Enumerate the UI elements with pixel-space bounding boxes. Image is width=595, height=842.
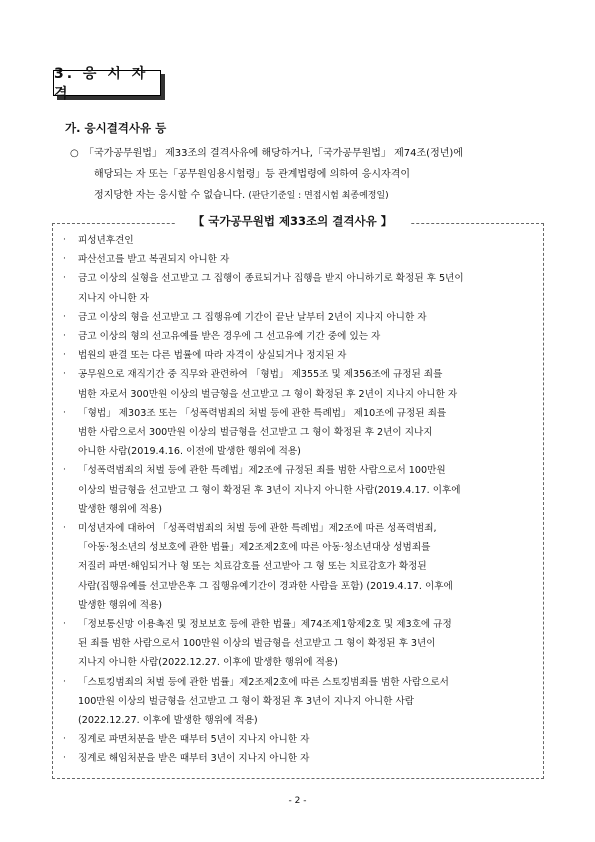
list-item bbox=[60, 346, 538, 365]
list-item-text: 미성년자에 대하여 「성폭력범죄의 처벌 등에 관한 특례법」제2조에 따른 성폭력범죄, 「아동·청소년의 성보호에 관한 법률」제2조제2호에 따른 아동·청소년대상 성범죄를 저질러 파면·해임되거나 형 또는 치료감호를 선고받아 그 형 또는 치료감호가 확정된 사람(집행유예를 선고받은후 그 집행유예기간이 경과한 사람을 포함) (2019.4.17. 이후에 발생한 행위에 적용) bbox=[78, 523, 453, 611]
bullet-dot-icon: · bbox=[63, 254, 66, 265]
list-item-text: 금고 이상의 실형을 선고받고 그 집행이 종료되거나 집행을 받지 아니하기로 확정된 후 5년이 지나지 아니한 자 bbox=[78, 273, 464, 304]
list-item bbox=[60, 749, 538, 768]
list-item bbox=[60, 308, 538, 327]
list-item bbox=[60, 365, 538, 403]
list-item-text: 피성년후견인 bbox=[78, 235, 134, 246]
list-item bbox=[60, 231, 538, 250]
section-title-box bbox=[53, 66, 165, 102]
bullet-dot-icon: · bbox=[63, 407, 66, 418]
list-item-text: 금고 이상의 형의 선고유예를 받은 경우에 그 선고유예 기간 중에 있는 자 bbox=[78, 331, 381, 343]
list-item-text: 징계로 해임처분을 받은 때부터 3년이 지나지 아니한 자 bbox=[78, 753, 310, 765]
list-item bbox=[60, 673, 538, 731]
bullet-dot-icon: · bbox=[63, 350, 66, 361]
list-item bbox=[60, 250, 538, 269]
circle-bullet-icon: ○ bbox=[70, 148, 79, 159]
page-number: - 2 - bbox=[288, 796, 307, 806]
list-item bbox=[60, 327, 538, 346]
list-item bbox=[60, 269, 538, 307]
list-item-text: 「정보통신망 이용촉진 및 정보보호 등에 관한 법률」제74조제1항제2호 및 제3호에 규정 된 죄를 범한 사람으로서 100만원 이상의 벌금형을 선고받고 그 형이 확정된 후 3년이 지나지 아니한 사람(2022.12.27. 이후에 발생한 행위에 적용) bbox=[78, 619, 452, 669]
list-item bbox=[60, 519, 538, 615]
intro-note: (판단기준일 : 면접시험 최종예정일) bbox=[248, 191, 389, 201]
bullet-dot-icon: · bbox=[63, 753, 66, 764]
bullet-dot-icon: · bbox=[63, 369, 66, 380]
box-title: 【 국가공무원법 제33조의 결격사유 】 bbox=[175, 211, 410, 231]
disqualification-list bbox=[60, 231, 538, 769]
bullet-dot-icon: · bbox=[63, 619, 66, 630]
subsection-heading: 가. 응시결격사유 등 bbox=[65, 121, 167, 135]
intro-paragraph bbox=[70, 143, 545, 207]
list-item-text: 「형법」 제303조 또는 「성폭력범죄의 처벌 등에 관한 특례법」 제10조에 규정된 죄를 범한 사람으로서 300만원 이상의 벌금형을 선고받고 그 형이 확정된 후 2년이 지나지 아니한 사람(2019.4.16. 이전에 발생한 행위에 적용) bbox=[78, 407, 447, 458]
bullet-dot-icon: · bbox=[63, 273, 66, 284]
bullet-dot-icon: · bbox=[63, 465, 66, 476]
intro-line-1: 「국가공무원법」 제33조의 결격사유에 해당하거나,「국가공무원법」 제74조(정년)에 bbox=[84, 148, 463, 159]
bullet-dot-icon: · bbox=[63, 311, 66, 322]
bullet-dot-icon: · bbox=[63, 331, 66, 342]
intro-line-2: 해당되는 자 또는「공무원임용시험령」등 관계법령에 의하여 응시자격이 bbox=[94, 169, 411, 180]
list-item-text: 징계로 파면처분을 받은 때부터 5년이 지나지 아니한 자 bbox=[78, 734, 310, 746]
list-item bbox=[60, 615, 538, 673]
bullet-dot-icon: · bbox=[63, 734, 66, 745]
list-item-text: 「성폭력범죄의 처벌 등에 관한 특례법」제2조에 규정된 죄를 범한 사람으로서 100만원 이상의 벌금형을 선고받고 그 형이 확정된 후 3년이 지나지 아니한 사람(2019.4.17. 이후에 발생한 행위에 적용) bbox=[78, 465, 461, 515]
list-item-text: 「스토킹범죄의 처벌 등에 관한 법률」제2조제2호에 따른 스토킹범죄를 범한 사람으로서 100만원 이상의 벌금형을 선고받고 그 형이 확정된 후 3년이 지나지 아니한 사람 (2022.12.27. 이후에 발생한 행위에 적용) bbox=[78, 676, 449, 727]
list-item-text: 법원의 판결 또는 다른 법률에 따라 자격이 상실되거나 정지된 자 bbox=[78, 350, 347, 362]
list-item bbox=[60, 404, 538, 462]
bullet-dot-icon: · bbox=[63, 523, 66, 534]
list-item bbox=[60, 730, 538, 749]
section-title: 3. 응 시 자 격 bbox=[53, 70, 161, 96]
list-item bbox=[60, 461, 538, 519]
bullet-dot-icon: · bbox=[63, 235, 66, 245]
list-item-text: 금고 이상의 형을 선고받고 그 집행유예 기간이 끝난 날부터 2년이 지나지 아니한 자 bbox=[78, 311, 427, 323]
bullet-dot-icon: · bbox=[63, 676, 66, 687]
intro-line-3: 정지당한 자는 응시할 수 없습니다. bbox=[94, 190, 246, 201]
list-item-text: 공무원으로 재직기간 중 직무와 관련하여 「형법」 제355조 및 제356조에 규정된 죄를 범한 자로서 300만원 이상의 벌금형을 선고받고 그 형이 확정된 후 2년이 지나지 아니한 자 bbox=[78, 369, 458, 400]
list-item-text: 파산선고를 받고 복권되지 아니한 자 bbox=[78, 254, 230, 266]
